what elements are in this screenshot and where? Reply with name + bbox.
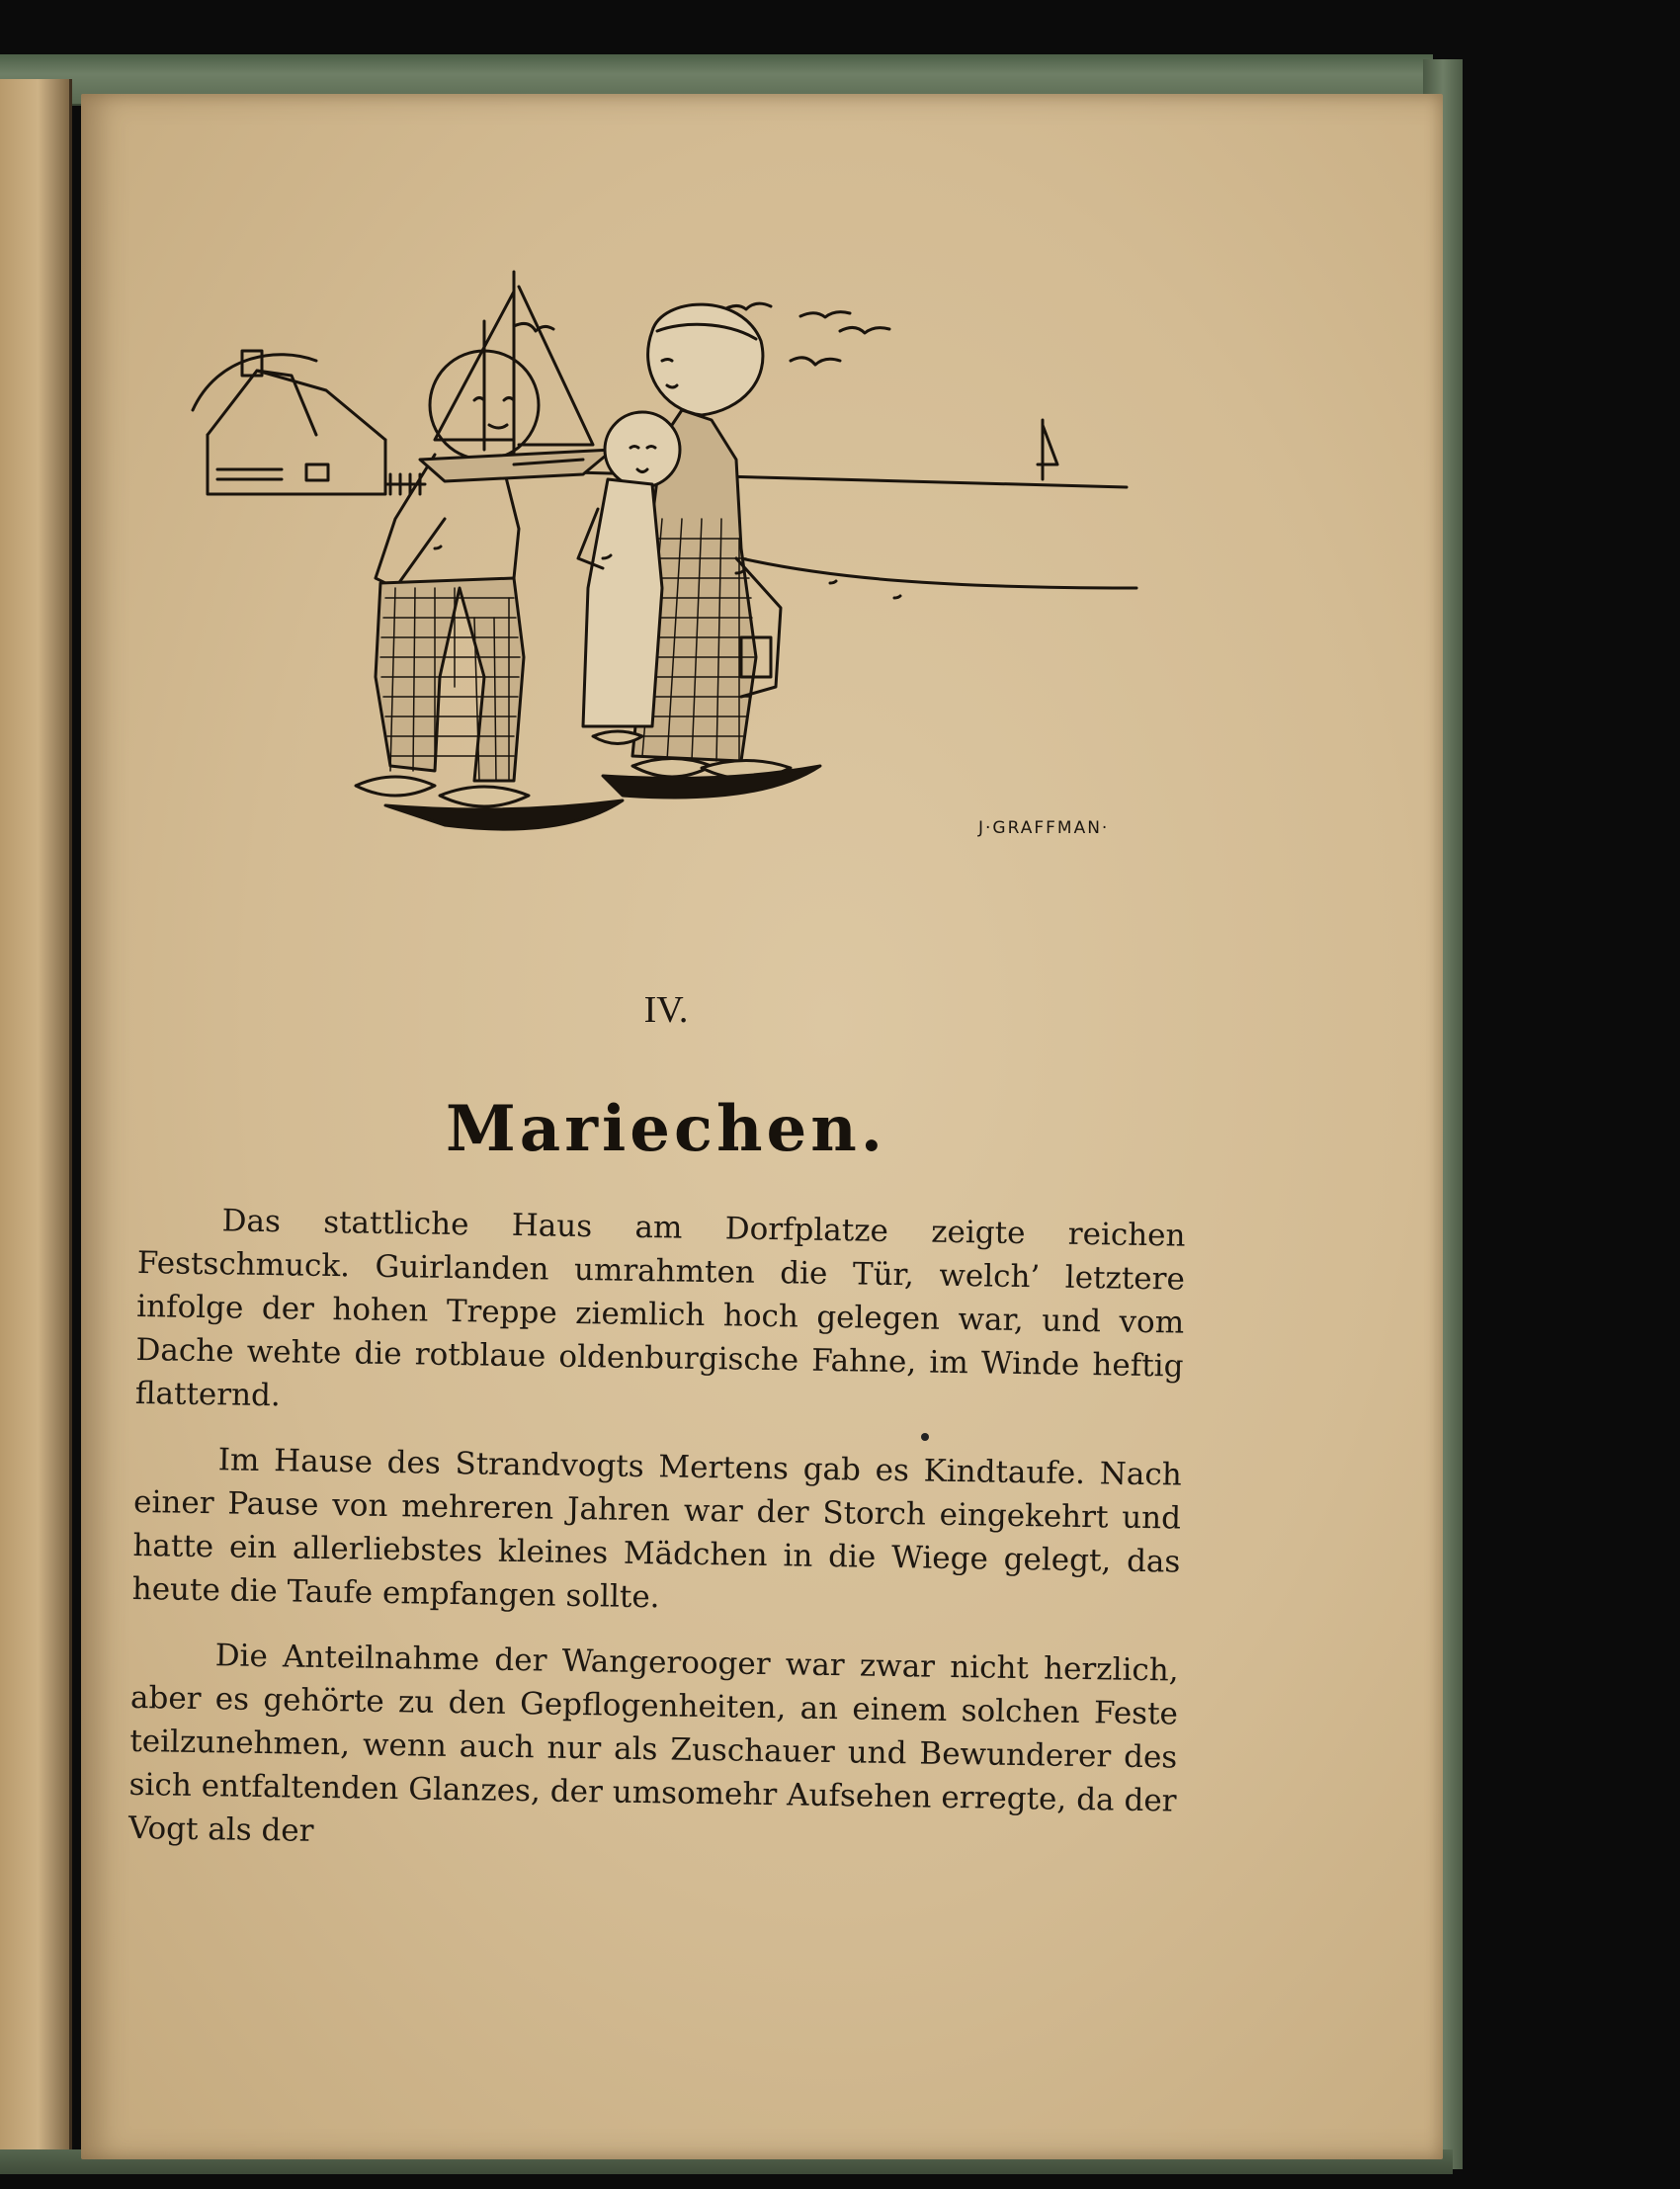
paragraph: Die Anteilnahme der Wangerooger war zwar nicht herzlich, aber es gehörte zu den Gepflogenheiten, an einem solchen Feste teilzunehmen, wenn auch nur als Zuschauer und Bewunderer des sich entfaltenden Glanzes, der umsomehr Aufsehen erregte, da der Vogt als der [127, 1638, 1179, 1849]
chapter-title: Mariechen. [445, 1092, 887, 1166]
ink-speck [921, 1433, 929, 1441]
children-with-toy-sailboat-illustration [188, 262, 1176, 875]
paragraph: Im Hause des Strandvogts Mertens gab es Kindtaufe. Nach einer Pause von mehreren Jahren war der Storch eingekehrt und hatte ein allerliebstes kleines Mädchen in die Wiege gelegt, das heute die Taufe empfangen sollte. [131, 1442, 1183, 1616]
paragraph: Das stattliche Haus am Dorfplatze zeigte reichen Festschmuck. Guirlanden umrahmten die Tür, welch’ letztere infolge der hohen Treppe ziemlich hoch gelegen war, und vom Dache wehte die rotblaue oldenburgische Fahne, im Winde heftig flatternd. [134, 1203, 1186, 1414]
illustrator-signature: J·GRAFFMAN· [978, 818, 1110, 838]
chapter-body-text [127, 1198, 1186, 1889]
chapter-number: IV. [643, 989, 689, 1031]
chapter-illustration [188, 262, 1176, 875]
